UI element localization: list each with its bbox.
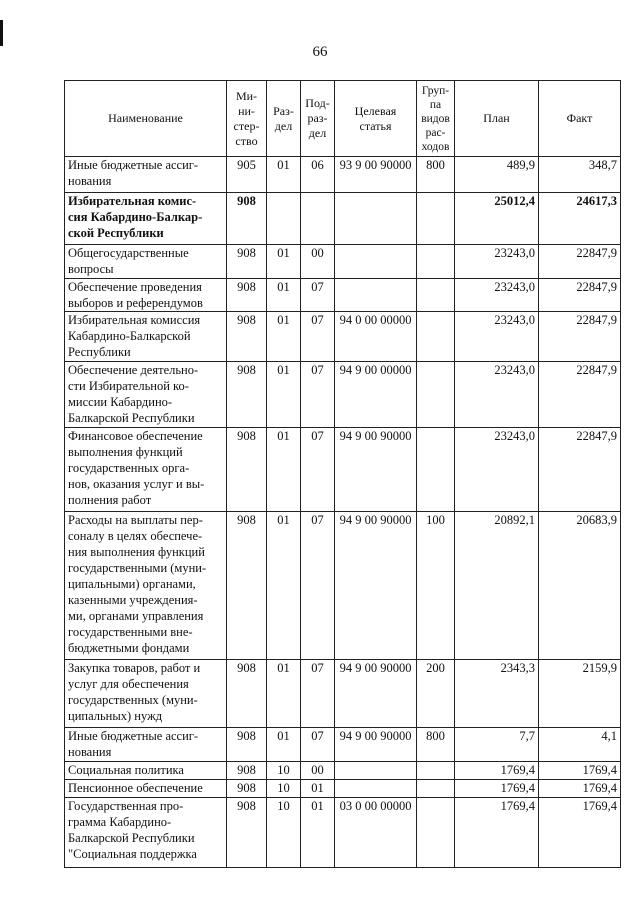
cell-fact: 22847,9 <box>539 245 621 279</box>
cell-fact: 1769,4 <box>539 780 621 798</box>
table-row <box>65 512 621 660</box>
cell-section: 01 <box>267 279 301 312</box>
header-section: Раз- дел <box>267 81 301 157</box>
table-row <box>65 428 621 512</box>
cell-subsection: 00 <box>301 245 335 279</box>
cell-section: 01 <box>267 157 301 193</box>
cell-section <box>267 193 301 245</box>
cell-ministry: 908 <box>227 193 267 245</box>
cell-subsection: 07 <box>301 428 335 512</box>
table-row <box>65 193 621 245</box>
cell-ministry: 908 <box>227 245 267 279</box>
cell-plan: 7,7 <box>455 728 539 762</box>
cell-name: Общегосударственные вопросы <box>65 245 227 279</box>
cell-subsection: 07 <box>301 312 335 362</box>
cell-ministry: 908 <box>227 762 267 780</box>
header-subsection: Под- раз- дел <box>301 81 335 157</box>
cell-fact: 22847,9 <box>539 362 621 428</box>
cell-fact: 1769,4 <box>539 762 621 780</box>
page-number: 66 <box>312 44 328 60</box>
cell-subsection: 07 <box>301 512 335 660</box>
cell-fact: 20683,9 <box>539 512 621 660</box>
cell-section: 10 <box>267 798 301 868</box>
cell-plan: 23243,0 <box>455 428 539 512</box>
header-target: Целевая статья <box>335 81 417 157</box>
cell-section: 01 <box>267 312 301 362</box>
cell-target: 94 9 00 90000 <box>335 512 417 660</box>
cell-group <box>417 762 455 780</box>
cell-ministry: 908 <box>227 312 267 362</box>
cell-plan: 23243,0 <box>455 312 539 362</box>
cell-name: Пенсионное обеспечение <box>65 780 227 798</box>
cell-section: 01 <box>267 660 301 728</box>
cell-plan: 20892,1 <box>455 512 539 660</box>
cell-subsection: 01 <box>301 780 335 798</box>
cell-subsection: 00 <box>301 762 335 780</box>
cell-subsection: 07 <box>301 728 335 762</box>
cell-fact: 4,1 <box>539 728 621 762</box>
table-row <box>65 362 621 428</box>
cell-group <box>417 780 455 798</box>
cell-plan: 23243,0 <box>455 245 539 279</box>
cell-target: 94 9 00 90000 <box>335 660 417 728</box>
cell-ministry: 908 <box>227 512 267 660</box>
header-plan: План <box>455 81 539 157</box>
cell-ministry: 905 <box>227 157 267 193</box>
cell-plan: 1769,4 <box>455 780 539 798</box>
budget-table <box>64 80 621 868</box>
cell-target: 94 9 00 90000 <box>335 428 417 512</box>
cell-group <box>417 798 455 868</box>
cell-section: 01 <box>267 428 301 512</box>
cell-fact: 22847,9 <box>539 312 621 362</box>
cell-name: Обеспечение деятельно- сти Избирательной ко- миссии Кабардино- Балкарской Республики <box>65 362 227 428</box>
cell-target: 94 9 00 00000 <box>335 362 417 428</box>
cell-subsection: 06 <box>301 157 335 193</box>
header-ministry: Ми- ни- стер- ство <box>227 81 267 157</box>
cell-subsection: 07 <box>301 362 335 428</box>
cell-group <box>417 279 455 312</box>
cell-ministry: 908 <box>227 428 267 512</box>
cell-fact: 348,7 <box>539 157 621 193</box>
cell-fact: 24617,3 <box>539 193 621 245</box>
cell-target <box>335 279 417 312</box>
cell-section: 10 <box>267 780 301 798</box>
cell-ministry: 908 <box>227 362 267 428</box>
table-row <box>65 798 621 868</box>
cell-subsection: 07 <box>301 660 335 728</box>
table-row <box>65 660 621 728</box>
cell-target: 93 9 00 90000 <box>335 157 417 193</box>
table-row <box>65 279 621 312</box>
cell-group <box>417 245 455 279</box>
cell-subsection: 07 <box>301 279 335 312</box>
header-fact: Факт <box>539 81 621 157</box>
cell-plan: 1769,4 <box>455 762 539 780</box>
cell-group: 200 <box>417 660 455 728</box>
table-body <box>65 157 621 868</box>
cell-subsection: 01 <box>301 798 335 868</box>
cell-plan: 2343,3 <box>455 660 539 728</box>
header-group: Груп- па видов рас- ходов <box>417 81 455 157</box>
cell-target: 03 0 00 00000 <box>335 798 417 868</box>
header-name: Наименование <box>65 81 227 157</box>
cell-group: 800 <box>417 728 455 762</box>
cell-name: Закупка товаров, работ и услуг для обеспечения государственных (муни- ципальных) нужд <box>65 660 227 728</box>
cell-group <box>417 428 455 512</box>
cell-name: Иные бюджетные ассиг- нования <box>65 157 227 193</box>
cell-plan: 489,9 <box>455 157 539 193</box>
cell-ministry: 908 <box>227 780 267 798</box>
cell-section: 01 <box>267 245 301 279</box>
cell-name: Расходы на выплаты пер- соналу в целях обеспече- ния выполнения функций государственными (муни- ципальными) органами, казенными учреждения- ми, органами управления государственными вне- бюджетными фондами <box>65 512 227 660</box>
cell-name: Избирательная комиссия Кабардино-Балкарской Республики <box>65 312 227 362</box>
cell-ministry: 908 <box>227 728 267 762</box>
cell-target <box>335 762 417 780</box>
cell-plan: 23243,0 <box>455 279 539 312</box>
table-row <box>65 245 621 279</box>
cell-ministry: 908 <box>227 798 267 868</box>
cell-fact: 22847,9 <box>539 428 621 512</box>
cell-section: 10 <box>267 762 301 780</box>
table-row <box>65 728 621 762</box>
cell-name: Обеспечение проведения выборов и референдумов <box>65 279 227 312</box>
cell-target <box>335 245 417 279</box>
cell-name: Избирательная комис- сия Кабардино-Балкар- ской Республики <box>65 193 227 245</box>
cell-target: 94 0 00 00000 <box>335 312 417 362</box>
cell-name: Государственная про- грамма Кабардино- Балкарской Республики "Социальная поддержка <box>65 798 227 868</box>
cell-fact: 1769,4 <box>539 798 621 868</box>
cell-subsection <box>301 193 335 245</box>
cell-name: Социальная политика <box>65 762 227 780</box>
cell-group <box>417 312 455 362</box>
cell-target <box>335 780 417 798</box>
cell-target <box>335 193 417 245</box>
scan-edge-mark <box>0 20 3 46</box>
cell-plan: 25012,4 <box>455 193 539 245</box>
cell-fact: 2159,9 <box>539 660 621 728</box>
table-row <box>65 312 621 362</box>
table-row <box>65 762 621 780</box>
cell-plan: 23243,0 <box>455 362 539 428</box>
cell-group <box>417 193 455 245</box>
cell-ministry: 908 <box>227 279 267 312</box>
table-header-row <box>65 81 621 157</box>
cell-plan: 1769,4 <box>455 798 539 868</box>
cell-group: 100 <box>417 512 455 660</box>
cell-group <box>417 362 455 428</box>
cell-section: 01 <box>267 362 301 428</box>
cell-name: Иные бюджетные ассиг- нования <box>65 728 227 762</box>
cell-fact: 22847,9 <box>539 279 621 312</box>
table-row <box>65 780 621 798</box>
cell-name: Финансовое обеспечение выполнения функций государственных орга- нов, оказания услуг и вы- полнения работ <box>65 428 227 512</box>
cell-ministry: 908 <box>227 660 267 728</box>
cell-section: 01 <box>267 728 301 762</box>
cell-group: 800 <box>417 157 455 193</box>
table-row <box>65 157 621 193</box>
cell-target: 94 9 00 90000 <box>335 728 417 762</box>
cell-section: 01 <box>267 512 301 660</box>
